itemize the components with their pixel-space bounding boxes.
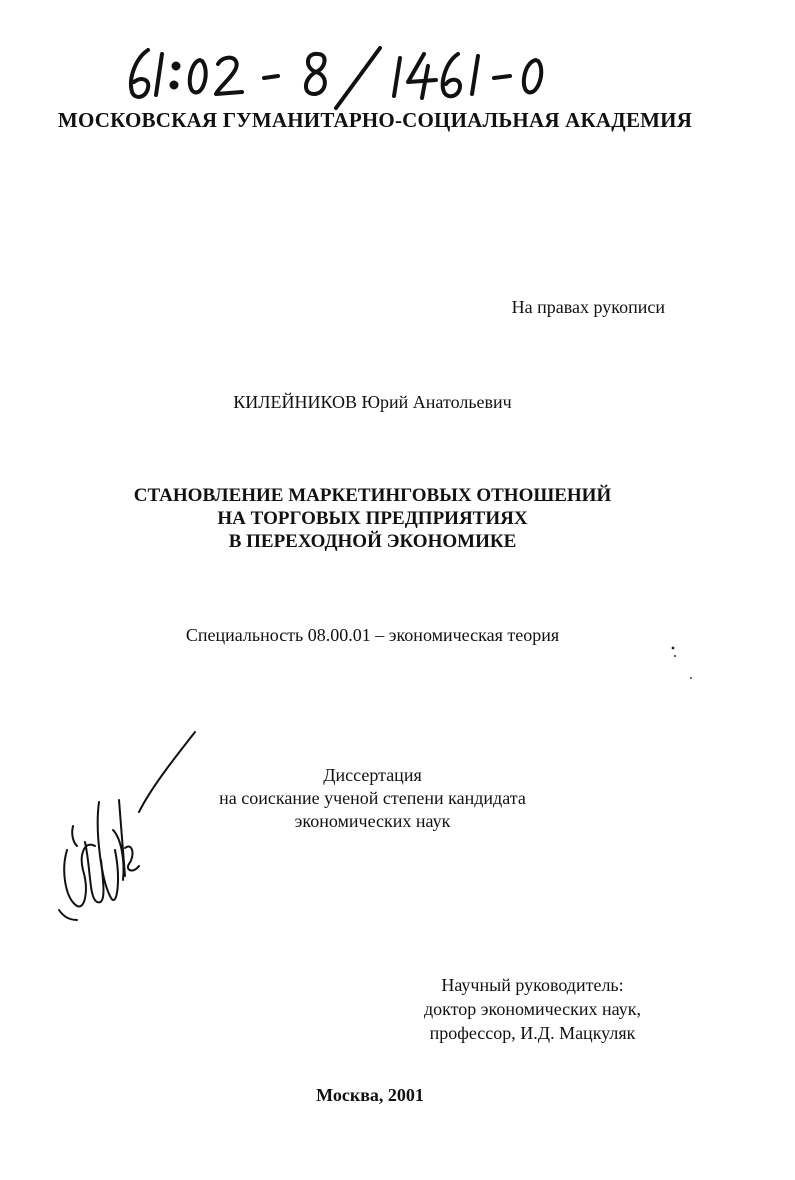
scan-specks [655, 638, 705, 688]
dissertation-title [0, 484, 745, 553]
supervisor-line-3: профессор, И.Д. Мацкуляк [429, 1023, 636, 1043]
manuscript-rights-note: На правах рукописи [511, 297, 665, 317]
handwritten-catalog-code [118, 40, 598, 110]
title-line-3: В ПЕРЕХОДНОЙ ЭКОНОМИКЕ [228, 531, 517, 552]
title-line-2: НА ТОРГОВЫХ ПРЕДПРИЯТИЯХ [217, 508, 528, 529]
dissertation-line-1: Диссертация [323, 765, 422, 785]
supervisor-line-2: доктор экономических наук, [424, 999, 641, 1019]
place-and-year: Москва, 2001 [316, 1085, 424, 1105]
title-line-1: СТАНОВЛЕНИЕ МАРКЕТИНГОВЫХ ОТНОШЕНИЙ [133, 485, 612, 506]
author-name: КИЛЕЙНИКОВ Юрий Анатольевич [233, 392, 512, 412]
dissertation-statement [0, 764, 745, 833]
institution-name: МОСКОВСКАЯ ГУМАНИТАРНО-СОЦИАЛЬНАЯ АКАДЕМИЯ [57, 108, 693, 132]
dissertation-line-3: экономических наук [294, 811, 451, 831]
specialty-line: Специальность 08.00.01 – экономическая теория [185, 625, 560, 645]
dissertation-line-2: на соискание ученой степени кандидата [219, 788, 526, 808]
scientific-supervisor [390, 973, 675, 1045]
supervisor-line-1: Научный руководитель: [441, 975, 624, 995]
